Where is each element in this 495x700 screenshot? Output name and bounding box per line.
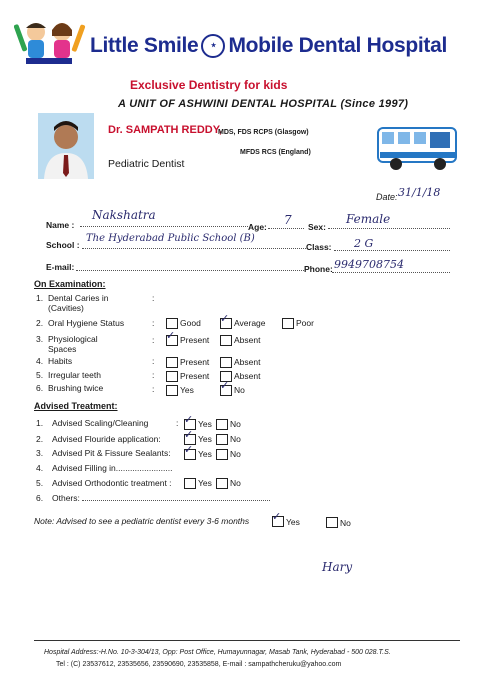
exam-caries-colon: : [152, 293, 155, 303]
age-label: Age: [248, 222, 267, 232]
doctor-name: Dr. SAMPATH REDDY, [108, 124, 222, 136]
brushing-yes-checkbox[interactable] [166, 385, 178, 396]
scaling-no-checkbox[interactable] [216, 419, 228, 430]
ortho-yes-checkbox[interactable] [184, 478, 196, 489]
hygiene-poor-label: Poor [296, 318, 314, 328]
class-label: Class: [306, 242, 332, 252]
check-mark-icon: ✓ [166, 330, 176, 342]
exam-spaces-label: Physiological [48, 334, 98, 344]
date-value: 31/1/18 [398, 186, 441, 199]
doctor-qualifications-2: MFDS RCS (England) [240, 149, 311, 156]
exam-irregular-colon: : [152, 370, 155, 380]
email-line [76, 270, 304, 271]
exam-spaces-colon: : [152, 335, 155, 345]
scaling-yes-label: Yes [198, 419, 212, 429]
hygiene-good-label: Good [180, 318, 201, 328]
treat-fluoride-label: Advised Flouride application: [52, 434, 161, 444]
doctor-qualifications: MDS, FDS RCPS (Glasgow) [218, 129, 309, 136]
irregular-absent-label: Absent [234, 371, 261, 381]
brushing-yes-label: Yes [180, 385, 194, 395]
exam-brushing-colon: : [152, 384, 155, 394]
treat-sealants-num: 3. [36, 448, 44, 458]
phone-value: 9949708754 [334, 258, 404, 271]
sex-label: Sex: [308, 222, 326, 232]
school-value: The Hyderabad Public School (B) [86, 233, 255, 244]
class-line [334, 250, 450, 251]
hygiene-average-label: Average [234, 318, 266, 328]
exam-spaces-num: 3. [36, 334, 44, 344]
treat-ortho-num: 5. [36, 478, 44, 488]
exam-hygiene-label: Oral Hygiene Status [48, 318, 125, 328]
sealants-no-checkbox[interactable] [216, 449, 228, 460]
note-no-label: No [340, 518, 351, 528]
habits-absent-label: Absent [234, 357, 261, 367]
brushing-no-label: No [234, 385, 245, 395]
treat-ortho-label: Advised Orthodontic treatment : [52, 478, 172, 488]
sealants-no-label: No [230, 449, 241, 459]
habits-present-checkbox[interactable] [166, 357, 178, 368]
habits-absent-checkbox[interactable] [220, 357, 232, 368]
phone-label: Phone: [304, 264, 333, 274]
treat-sealants-label: Advised Pit & Fissure Sealants: [52, 448, 171, 458]
name-label: Name : [46, 220, 75, 230]
check-mark-icon: ✓ [272, 511, 282, 523]
sealants-yes-label: Yes [198, 449, 212, 459]
exam-brushing-label: Brushing twice [48, 383, 104, 393]
class-value: 2 G [354, 237, 374, 250]
ortho-yes-label: Yes [198, 478, 212, 488]
ortho-no-label: No [230, 478, 241, 488]
footer-phones: Tel : (C) 23537612, 23535656, 23590690, 23535858, E-mail : sampathcheruku@yahoo.com [56, 661, 342, 668]
hospital-seal-icon: ★ [201, 34, 225, 58]
spaces-absent-label: Absent [234, 335, 261, 345]
treat-scaling-label: Advised Scaling/Cleaning [52, 418, 149, 428]
ortho-no-checkbox[interactable] [216, 478, 228, 489]
note-yes-label: Yes [286, 517, 300, 527]
treat-filling-num: 4. [36, 463, 44, 473]
irregular-present-checkbox[interactable] [166, 371, 178, 382]
exam-hygiene-colon: : [152, 318, 155, 328]
hygiene-poor-checkbox[interactable] [282, 318, 294, 329]
fluoride-no-checkbox[interactable] [216, 434, 228, 445]
treat-filling-label: Advised Filling in........................ [52, 463, 173, 473]
irregular-present-label: Present [180, 371, 210, 381]
exam-caries-label: Dental Caries in [48, 293, 109, 303]
exam-caries-label-2: (Cavities) [48, 303, 84, 313]
fluoride-yes-label: Yes [198, 434, 212, 444]
school-line [82, 248, 308, 249]
exam-habits-colon: : [152, 356, 155, 366]
scaling-no-label: No [230, 419, 241, 429]
school-label: School : [46, 240, 80, 250]
sex-value: Female [346, 212, 391, 226]
treatment-heading: Advised Treatment: [34, 401, 118, 411]
check-mark-icon: ✓ [184, 429, 194, 441]
age-line [268, 228, 304, 229]
exam-caries-num: 1. [36, 293, 44, 303]
check-mark-icon: ✓ [220, 380, 230, 392]
unit-line: A UNIT OF ASHWINI DENTAL HOSPITAL (Since 1997) [118, 98, 409, 110]
spaces-absent-checkbox[interactable] [220, 335, 232, 346]
check-mark-icon: ✓ [184, 444, 194, 456]
advice-note: Note: Advised to see a pediatric dentist every 3-6 months [34, 516, 250, 526]
doctor-specialty: Pediatric Dentist [108, 158, 185, 170]
signature: Hary [322, 560, 353, 574]
mobile-bus-icon [376, 122, 460, 174]
others-line [82, 500, 270, 501]
sex-line [328, 228, 450, 229]
spaces-present-label: Present [180, 335, 210, 345]
exam-brushing-num: 6. [36, 383, 44, 393]
age-value: 7 [284, 213, 292, 227]
doctor-photo [38, 113, 94, 179]
check-mark-icon: ✓ [220, 313, 230, 325]
treat-scaling-colon: : [176, 418, 179, 428]
tagline: Exclusive Dentistry for kids [130, 78, 288, 92]
treat-scaling-num: 1. [36, 418, 44, 428]
examination-heading: On Examination: [34, 279, 106, 289]
exam-habits-label: Habits [48, 356, 73, 366]
exam-irregular-num: 5. [36, 370, 44, 380]
treat-others-num: 6. [36, 493, 44, 503]
email-label: E-mail: [46, 262, 75, 272]
footer-divider [34, 640, 460, 641]
fluoride-no-label: No [230, 434, 241, 444]
exam-spaces-label-2: Spaces [48, 344, 77, 354]
treat-fluoride-num: 2. [36, 434, 44, 444]
treat-others-label: Others: [52, 493, 80, 503]
hygiene-good-checkbox[interactable] [166, 318, 178, 329]
name-line [80, 226, 248, 227]
phone-line [332, 272, 450, 273]
kids-logo-icon [14, 18, 90, 70]
exam-hygiene-num: 2. [36, 318, 44, 328]
check-mark-icon: ✓ [184, 414, 194, 426]
exam-habits-num: 4. [36, 356, 44, 366]
hospital-title: Little Smile ★ Mobile Dental Hospital [90, 34, 448, 57]
footer-address: Hospital Address:-H.No. 10-3-304/13, Opp: Post Office, Humayunnagar, Masab Tank, Hyderabad - 500 028.T.S. [44, 649, 391, 656]
habits-present-label: Present [180, 357, 210, 367]
name-value: Nakshatra [92, 208, 156, 222]
note-no-checkbox[interactable] [326, 517, 338, 528]
date-label: Date: [376, 192, 398, 202]
exam-irregular-label: Irregular teeth [48, 370, 101, 380]
